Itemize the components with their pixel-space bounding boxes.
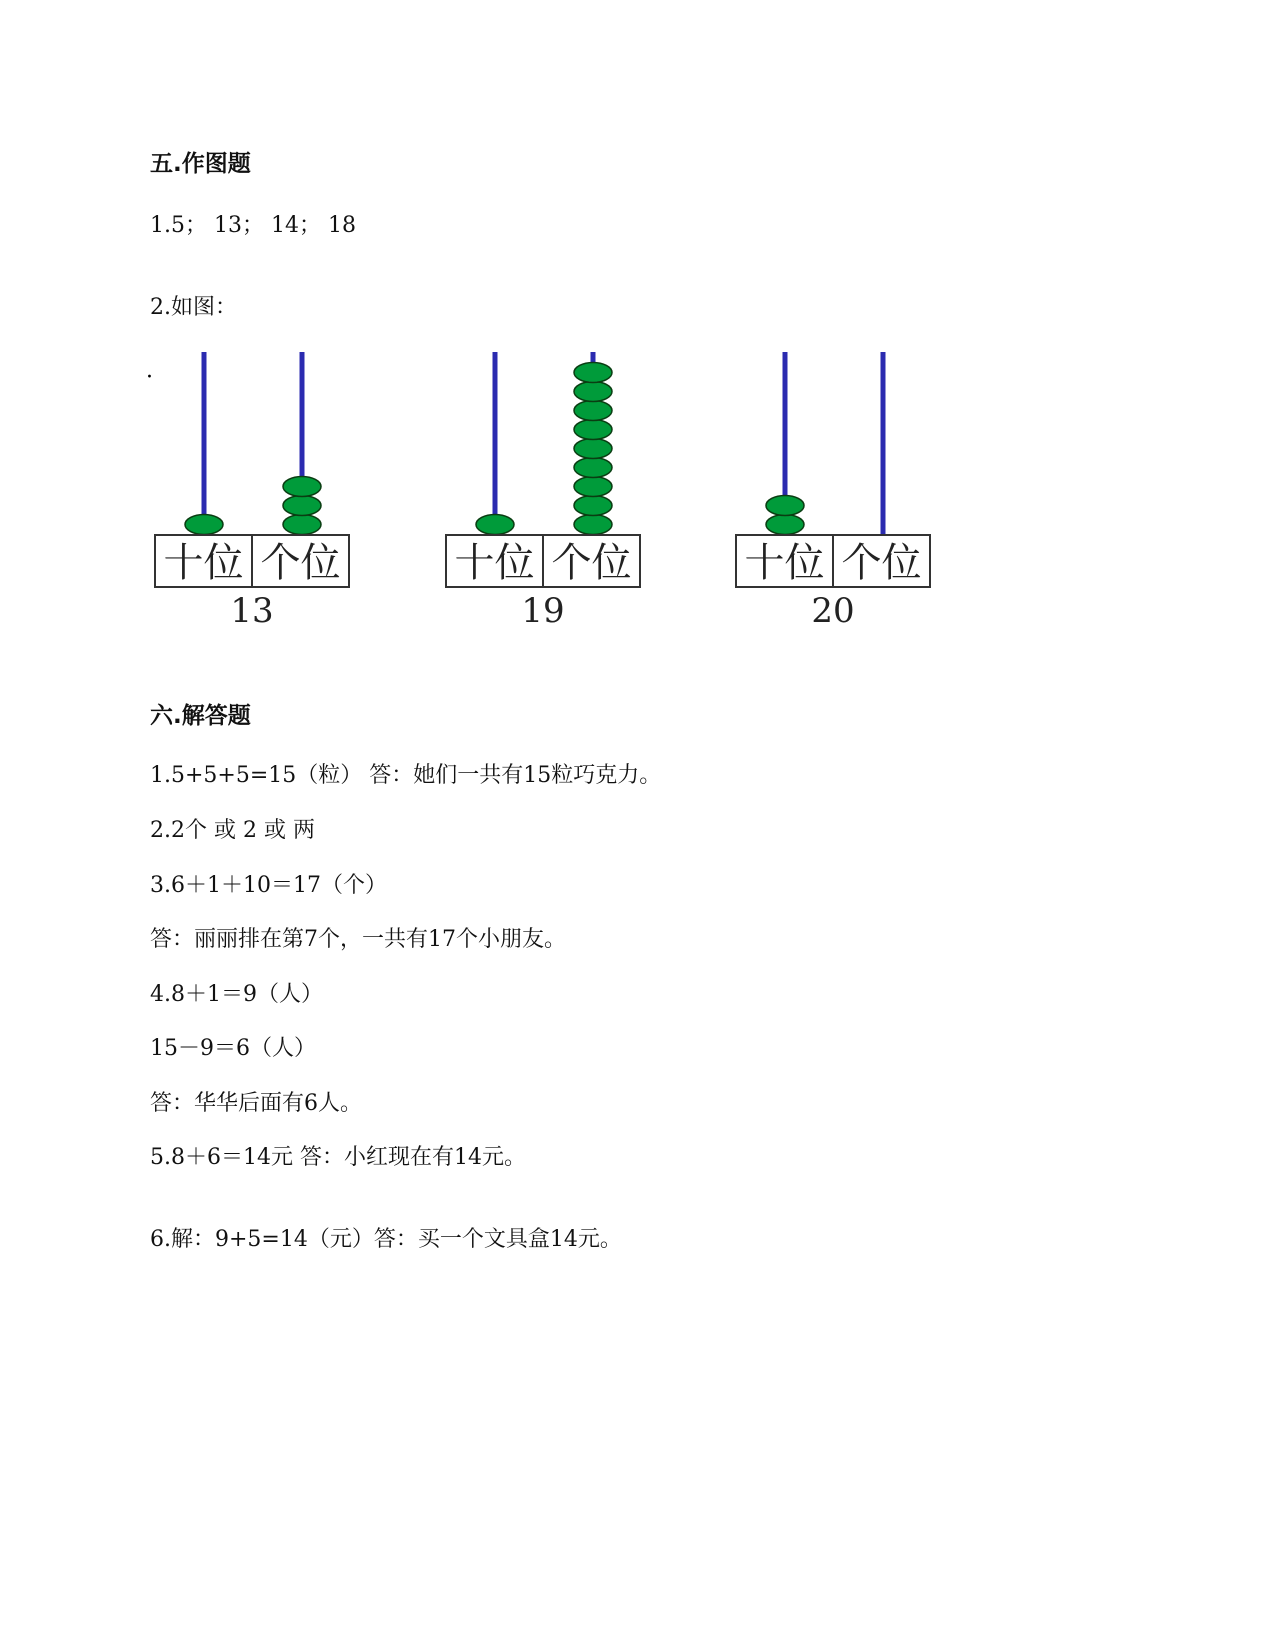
ones-bead bbox=[574, 458, 612, 478]
ones-bead bbox=[283, 515, 321, 535]
abacus-number: 19 bbox=[521, 591, 565, 631]
answer-6-line-3: 3.6＋1＋10＝17（个） bbox=[150, 873, 387, 898]
answer-6-line-5: 4.8＋1＝9（人） bbox=[150, 982, 323, 1007]
answer-6-line-1: 1.5+5+5=15（粒） 答：她们一共有15粒巧克力。 bbox=[150, 763, 662, 788]
ones-bead bbox=[574, 515, 612, 535]
ones-bead bbox=[574, 477, 612, 497]
ones-bead bbox=[574, 363, 612, 383]
ones-place-label: 个位 bbox=[551, 540, 632, 586]
ones-place-label: 个位 bbox=[841, 540, 922, 586]
answer-6-line-4: 答：丽丽排在第7个，一共有17个小朋友。 bbox=[150, 927, 566, 952]
ones-bead bbox=[574, 439, 612, 459]
abacus-figure bbox=[0, 0, 1275, 680]
ones-bead bbox=[574, 496, 612, 516]
answer-5-1: 1.5； 13； 14； 18 bbox=[150, 213, 356, 238]
tens-bead bbox=[476, 515, 514, 535]
ones-bead bbox=[574, 420, 612, 440]
tens-place-label: 十位 bbox=[744, 540, 825, 586]
abacus-number: 13 bbox=[230, 591, 274, 631]
abacus-2 bbox=[446, 352, 640, 631]
section-five-title: 五.作图题 bbox=[150, 151, 251, 177]
answer-6-line-7: 答：华华后面有6人。 bbox=[150, 1091, 362, 1116]
answer-5-2: 2.如图： bbox=[150, 295, 237, 320]
ones-bead bbox=[283, 496, 321, 516]
ones-bead bbox=[283, 477, 321, 497]
ones-bead bbox=[574, 401, 612, 421]
ones-bead bbox=[574, 382, 612, 402]
abacus-3 bbox=[736, 352, 930, 631]
figure-dot: · bbox=[146, 365, 153, 390]
answer-6-line-2: 2.2个 或 2 或 两 bbox=[150, 818, 315, 843]
tens-bead bbox=[766, 496, 804, 516]
answer-6-line-8: 5.8＋6＝14元 答：小红现在有14元。 bbox=[150, 1145, 526, 1170]
tens-bead bbox=[185, 515, 223, 535]
tens-place-label: 十位 bbox=[163, 540, 244, 586]
section-six-title: 六.解答题 bbox=[150, 703, 251, 729]
answer-6-line-6: 15－9＝6（人） bbox=[150, 1036, 316, 1061]
answer-6-line-9: 6.解：9+5=14（元）答：买一个文具盒14元。 bbox=[150, 1227, 622, 1252]
tens-bead bbox=[766, 515, 804, 535]
abacus-number: 20 bbox=[811, 591, 855, 631]
abacus-1 bbox=[155, 352, 349, 631]
ones-place-label: 个位 bbox=[260, 540, 341, 586]
tens-place-label: 十位 bbox=[454, 540, 535, 586]
